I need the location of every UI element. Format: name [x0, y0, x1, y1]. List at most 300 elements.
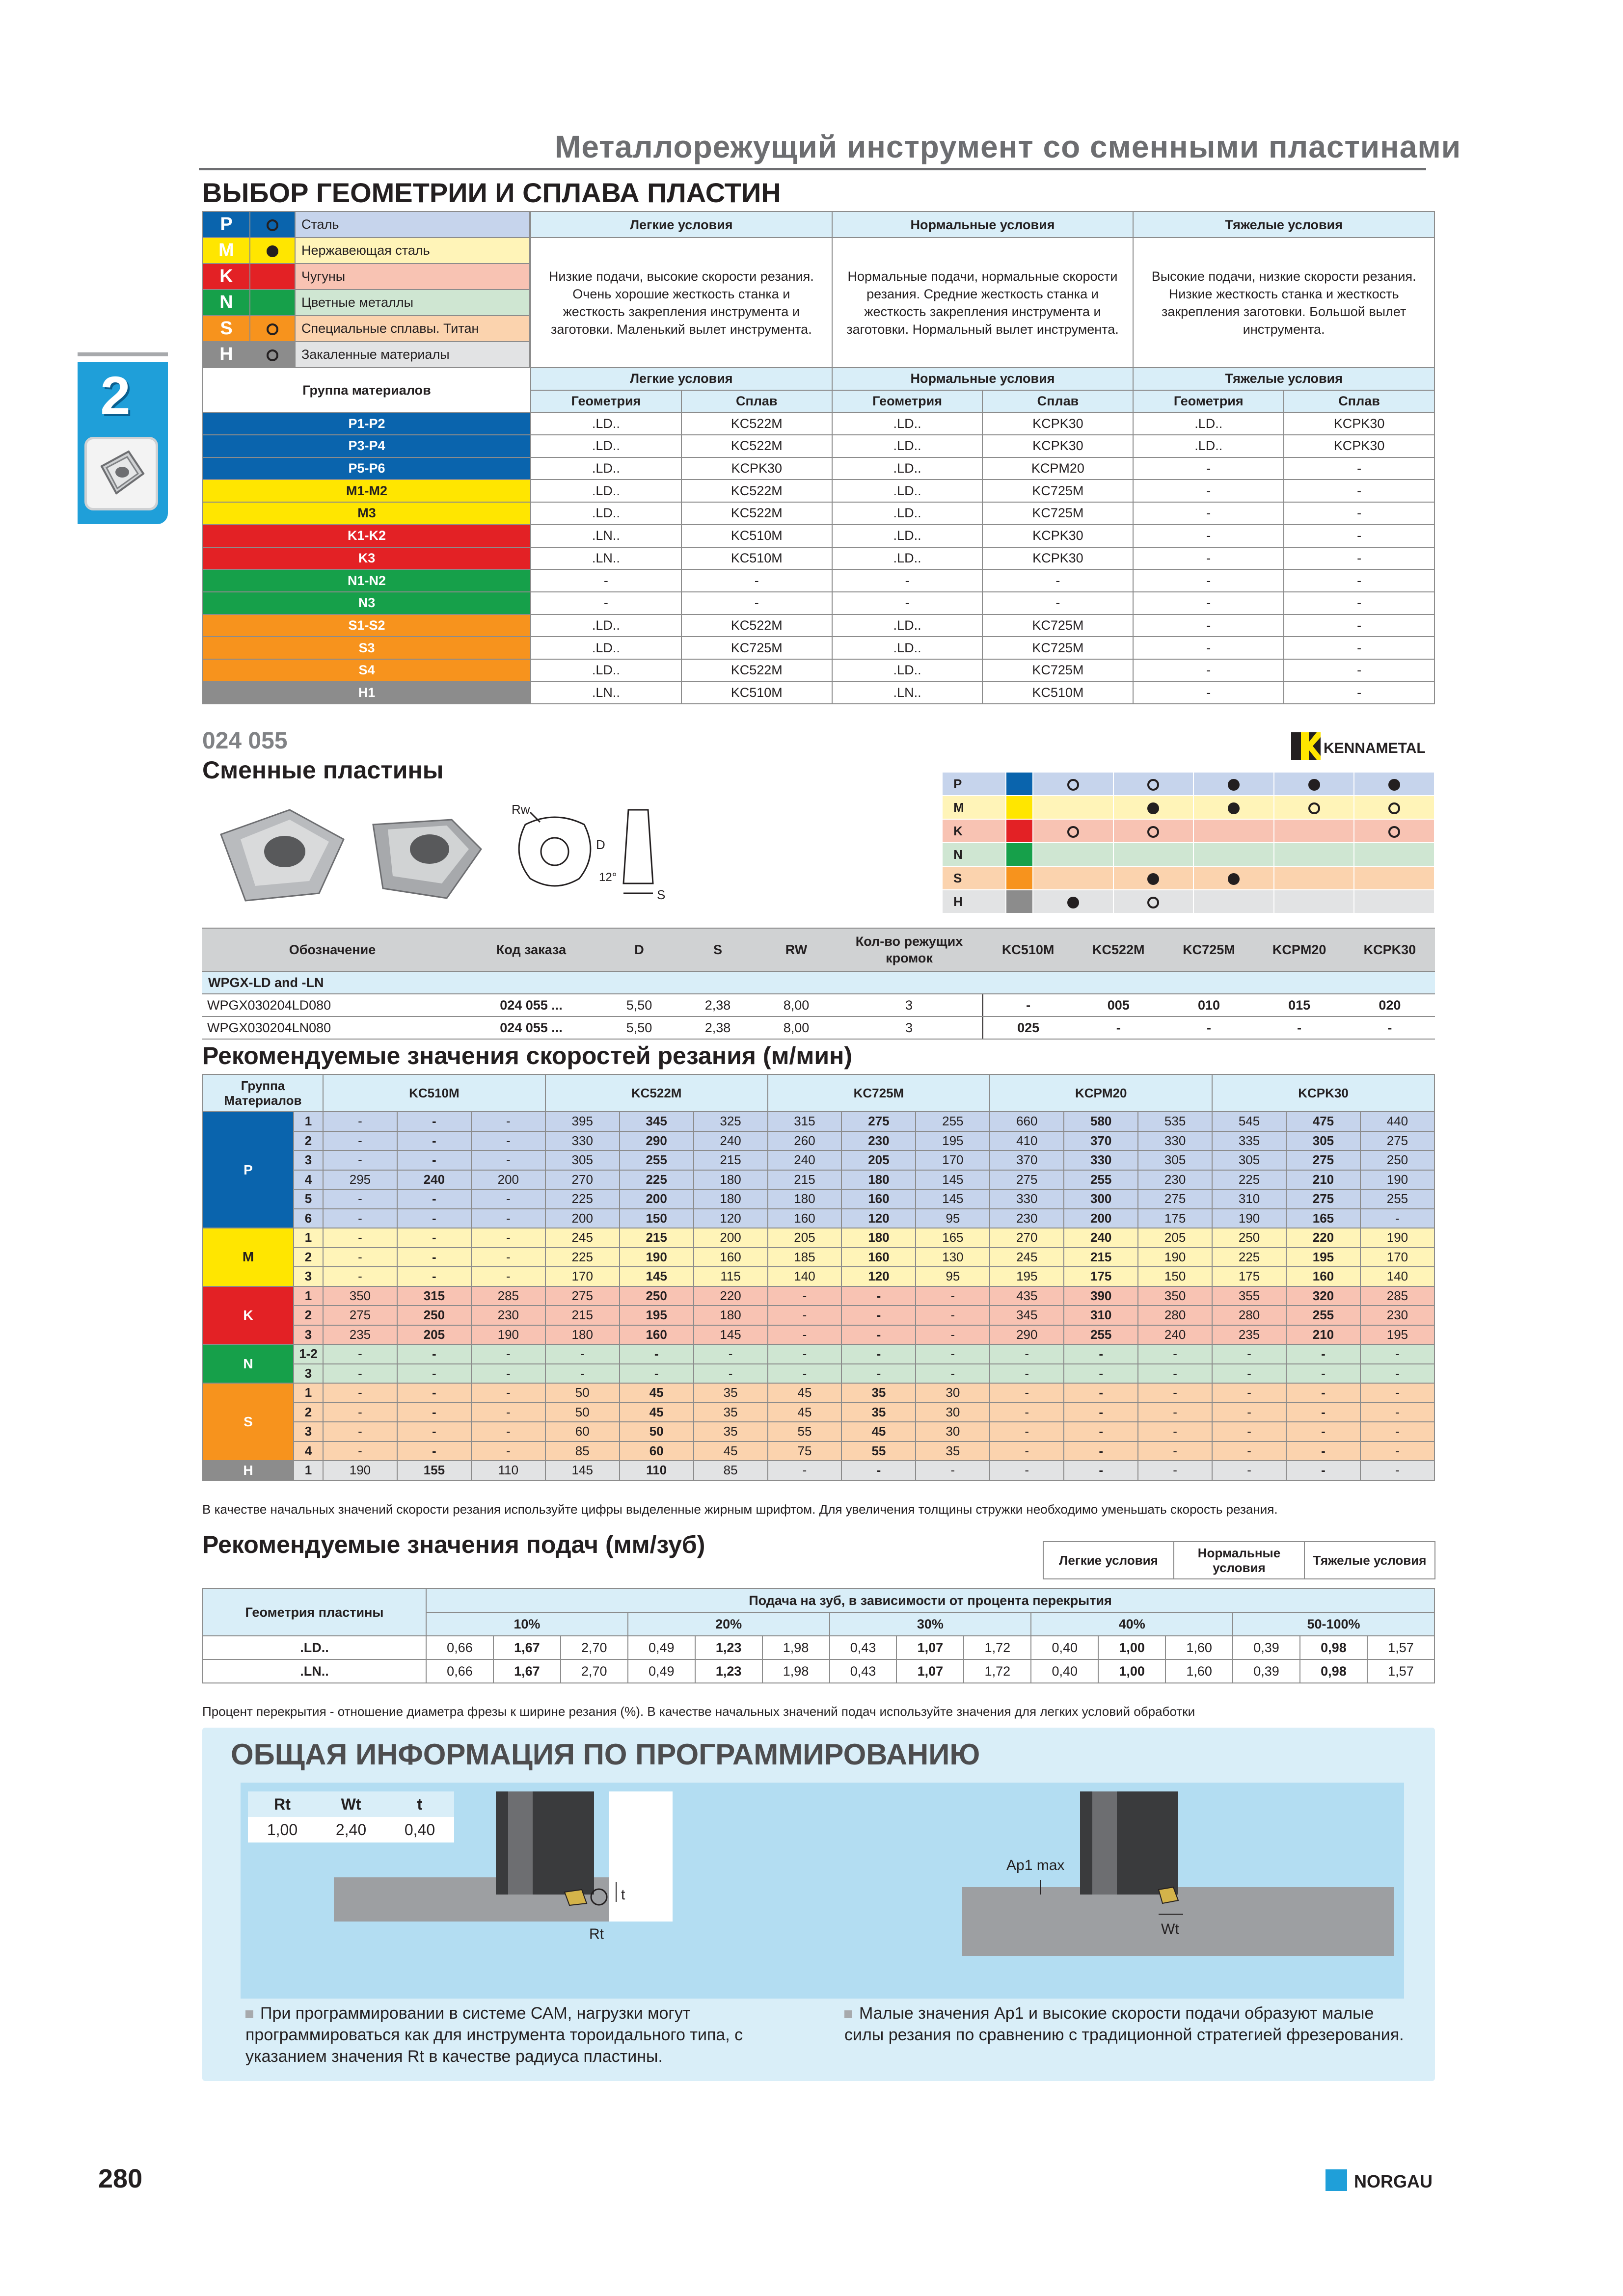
programming-title: ОБЩАЯ ИНФОРМАЦИЯ ПО ПРОГРАММИРОВАНИЮ: [231, 1738, 980, 1771]
materials-legend: [202, 211, 530, 368]
filled-dot-icon: [1228, 779, 1240, 791]
speed-cell: 285: [1360, 1286, 1434, 1306]
chapter-number: 2: [100, 366, 131, 426]
grid-mark: [1354, 890, 1434, 913]
speed-cell: 60: [545, 1422, 620, 1442]
geo-cell: KC522M: [681, 614, 832, 637]
speed-cell: 435: [990, 1286, 1064, 1306]
grid-mark: [1113, 819, 1194, 843]
speed-cell: -: [323, 1383, 397, 1403]
speed-cell: 160: [768, 1209, 842, 1228]
grid-mark: [1113, 796, 1194, 819]
speed-cell: 475: [1286, 1112, 1360, 1131]
open-dot-icon: [1067, 826, 1079, 838]
speed-cell: 45: [768, 1383, 842, 1403]
grid-mark: [1274, 843, 1354, 866]
speed-cell: 55: [768, 1422, 842, 1442]
speed-cell: 580: [1064, 1112, 1138, 1131]
speed-cell: 95: [916, 1209, 990, 1228]
speed-cell: 225: [545, 1248, 620, 1267]
geo-cell: KC522M: [681, 480, 832, 502]
feed-cell: 1,23: [695, 1636, 762, 1659]
feed-cell: 2,70: [561, 1659, 628, 1683]
speed-cell: -: [471, 1150, 545, 1170]
material-code: M: [203, 238, 250, 264]
speed-cell: 395: [545, 1112, 620, 1131]
speed-cell: 4: [294, 1170, 323, 1190]
geo-cell: KCPK30: [681, 457, 832, 480]
speeds-note: В качестве начальных значений скорости резания используйте цифры выделенные жирным шрифтом. Для увеличения толщины стружки необходимо уменьшать скорость резания.: [202, 1502, 1278, 1517]
speed-cell: -: [471, 1403, 545, 1422]
geo-cell: -: [1284, 480, 1434, 502]
speed-cell: 330: [1064, 1150, 1138, 1170]
speed-cell: 1: [294, 1228, 323, 1248]
feed-cell: 0,49: [628, 1636, 695, 1659]
spec-header: KC510M: [983, 928, 1073, 971]
speed-cell: -: [397, 1150, 471, 1170]
speed-cell: -: [545, 1344, 620, 1364]
open-dot-icon: [267, 323, 278, 335]
speed-cell: 220: [1286, 1228, 1360, 1248]
material-name: Чугуны: [295, 264, 530, 290]
geo-cell: .LD..: [531, 614, 681, 637]
feed-cell: 1,57: [1367, 1636, 1434, 1659]
speed-cell: 45: [768, 1403, 842, 1422]
speed-cell: -: [471, 1344, 545, 1364]
speed-cell: -: [1064, 1364, 1138, 1384]
wt-value: 2,40: [317, 1817, 385, 1842]
inserts-title: Сменные пластины: [202, 756, 444, 784]
feed-overlap-header: 50-100%: [1233, 1612, 1434, 1636]
speed-cell: -: [1064, 1461, 1138, 1480]
filled-dot-icon: [1308, 779, 1320, 791]
geo-sub-header: Геометрия: [1133, 390, 1284, 413]
geo-cell: .LD..: [531, 435, 681, 457]
geo-cell: -: [1133, 457, 1284, 480]
label-rw: Rw: [512, 802, 530, 817]
speed-cell: 215: [1064, 1248, 1138, 1267]
speed-cell: 2: [294, 1403, 323, 1422]
feed-geom: .LD..: [203, 1636, 426, 1659]
geo-cell: -: [1133, 502, 1284, 525]
material-group: H1: [203, 682, 531, 704]
feed-legend-normal: Нормальные условия: [1174, 1542, 1304, 1579]
spec-cell: WPGX030204LN080: [202, 1016, 462, 1039]
grid-code: M: [942, 796, 1006, 819]
speed-cell: 3: [294, 1150, 323, 1170]
speed-cell: 355: [1212, 1286, 1286, 1306]
grid-code: N: [942, 843, 1006, 866]
geo-cell: -: [531, 592, 681, 614]
speed-cell: 315: [768, 1112, 842, 1131]
spec-header: RW: [757, 928, 836, 971]
material-grid-row: [942, 843, 1434, 866]
geo-cell: KC725M: [982, 637, 1133, 659]
filled-dot-icon: [1228, 873, 1240, 885]
geo-cell: KC522M: [681, 435, 832, 457]
speed-cell: 240: [694, 1131, 768, 1151]
grid-mark: [1113, 890, 1194, 913]
speeds-group: M: [203, 1228, 294, 1286]
feed-cell: 1,07: [896, 1636, 964, 1659]
programming-bullet-1: [245, 2002, 810, 2067]
material-symbol: [250, 316, 295, 342]
material-group: N1-N2: [203, 569, 531, 592]
speed-cell: 160: [620, 1325, 694, 1345]
speed-cell: -: [323, 1189, 397, 1209]
speed-cell: -: [471, 1267, 545, 1286]
material-code: N: [203, 290, 250, 316]
speed-cell: -: [694, 1364, 768, 1384]
filled-dot-icon: [1147, 802, 1159, 814]
open-dot-icon: [1067, 779, 1079, 791]
speed-cell: 35: [841, 1383, 916, 1403]
grid-swatch: [1006, 796, 1033, 819]
insert-drawings: [211, 795, 702, 913]
speed-cell: 230: [1138, 1170, 1212, 1190]
geo-cell: KCPK30: [982, 547, 1133, 570]
speed-cell: -: [1360, 1442, 1434, 1461]
speed-cell: 45: [694, 1442, 768, 1461]
speed-cell: 180: [694, 1306, 768, 1325]
grid-code: H: [942, 890, 1006, 913]
spec-cell: 010: [1163, 994, 1254, 1016]
speed-cell: 35: [841, 1403, 916, 1422]
speed-cell: -: [397, 1383, 471, 1403]
speed-cell: 6: [294, 1209, 323, 1228]
speed-cell: 165: [1286, 1209, 1360, 1228]
geo-cell: .LD..: [832, 547, 983, 570]
table-row: [203, 1112, 1434, 1131]
speed-cell: 250: [1360, 1150, 1434, 1170]
speed-cell: 315: [397, 1286, 471, 1306]
speed-cell: 190: [1138, 1248, 1212, 1267]
table-row: [203, 1461, 1434, 1480]
speed-cell: -: [1212, 1442, 1286, 1461]
legend-row: [203, 264, 530, 290]
grid-mark: [1033, 796, 1113, 819]
cond-light-header: Легкие условия: [531, 212, 832, 238]
speed-cell: 3: [294, 1325, 323, 1345]
speed-cell: -: [323, 1131, 397, 1151]
group-header: Группа материалов: [203, 368, 531, 412]
speed-cell: 2: [294, 1131, 323, 1151]
feed-cell: 1,23: [695, 1659, 762, 1683]
label-d: D: [596, 837, 605, 852]
speed-cell: -: [916, 1461, 990, 1480]
header-rule: [199, 168, 1426, 170]
grid-mark: [1033, 819, 1113, 843]
wt-header: Wt: [317, 1791, 385, 1817]
insert-family: WPGX-LD and -LN: [202, 971, 1435, 994]
speed-cell: -: [1360, 1209, 1434, 1228]
speed-cell: 260: [768, 1131, 842, 1151]
geo-cell: -: [681, 569, 832, 592]
geo-cell: KCPK30: [982, 435, 1133, 457]
speed-cell: 1-2: [294, 1344, 323, 1364]
table-row: [203, 435, 1434, 457]
speed-cell: -: [1212, 1364, 1286, 1384]
speed-cell: 255: [620, 1150, 694, 1170]
diag-label-wt: Wt: [1161, 1921, 1179, 1937]
speed-cell: -: [990, 1403, 1064, 1422]
speed-cell: 350: [1138, 1286, 1212, 1306]
grid-mark: [1113, 843, 1194, 866]
speed-cell: 190: [1360, 1170, 1434, 1190]
speed-cell: -: [397, 1267, 471, 1286]
spec-cell: 024 055 ...: [462, 994, 600, 1016]
geo-sub-header: Геометрия: [531, 390, 681, 413]
speeds-group: H: [203, 1461, 294, 1480]
speed-cell: 195: [1286, 1248, 1360, 1267]
geo-cell: -: [982, 569, 1133, 592]
feed-cell: 1,07: [896, 1659, 964, 1683]
legend-row: [203, 290, 530, 316]
speed-cell: -: [1064, 1442, 1138, 1461]
norgau-logo: [1325, 2169, 1443, 2193]
speed-cell: 45: [620, 1403, 694, 1422]
grid-swatch: [1006, 819, 1033, 843]
material-symbol: [250, 212, 295, 238]
speed-cell: -: [1286, 1403, 1360, 1422]
speed-cell: 230: [471, 1306, 545, 1325]
spec-cell: 5,50: [600, 1016, 678, 1039]
speed-cell: 160: [841, 1189, 916, 1209]
feed-header: Подача на зуб, в зависимости от процента перекрытия: [426, 1589, 1434, 1612]
speed-cell: 190: [323, 1461, 397, 1480]
product-code: 024 055: [202, 728, 288, 754]
programming-bullet-1-text: При программировании в системе САМ, нагрузки могут программироваться как для инструмента тороидального типа, с указанием значения Rt в качестве радиуса пластины.: [245, 2004, 743, 2066]
speeds-table: [202, 1074, 1435, 1481]
geo-cell: .LD..: [531, 480, 681, 502]
grid-mark: [1193, 819, 1274, 843]
geo-cell: KC725M: [982, 659, 1133, 682]
speed-cell: 325: [694, 1112, 768, 1131]
feed-cell: 0,39: [1233, 1659, 1300, 1683]
speed-cell: 110: [471, 1461, 545, 1480]
speed-cell: 200: [694, 1228, 768, 1248]
geo-cell: KCPK30: [1284, 435, 1434, 457]
speed-cell: -: [1212, 1383, 1286, 1403]
speed-cell: 30: [916, 1383, 990, 1403]
speed-cell: 45: [841, 1422, 916, 1442]
speed-cell: 320: [1286, 1286, 1360, 1306]
norgau-text: NORGAU: [1354, 2171, 1433, 2191]
speed-cell: 180: [841, 1228, 916, 1248]
speed-cell: 310: [1064, 1306, 1138, 1325]
diag-label-ap1: Ap1 max: [1006, 1857, 1065, 1873]
legend-row: [203, 212, 530, 238]
table-row: [203, 480, 1434, 502]
speed-cell: 145: [694, 1325, 768, 1345]
table-row: [203, 1286, 1434, 1306]
speed-cell: 1: [294, 1112, 323, 1131]
speed-cell: 370: [990, 1150, 1064, 1170]
speed-cell: 50: [545, 1383, 620, 1403]
spec-header: KCPK30: [1345, 928, 1435, 971]
feed-cell: 1,98: [762, 1659, 830, 1683]
bullet-square-icon: [245, 2010, 253, 2018]
grid-swatch: [1006, 866, 1033, 890]
spec-cell: 8,00: [757, 994, 836, 1016]
speed-cell: -: [323, 1228, 397, 1248]
speed-cell: 215: [694, 1150, 768, 1170]
geo-cell: KC510M: [982, 682, 1133, 704]
geo-cell: .LN..: [832, 682, 983, 704]
spec-header: KCPM20: [1254, 928, 1345, 971]
speed-cell: 245: [990, 1248, 1064, 1267]
speed-cell: 305: [1286, 1131, 1360, 1151]
spec-cell: 024 055 ...: [462, 1016, 600, 1039]
geo-cell: .LD..: [531, 412, 681, 435]
table-row: [203, 659, 1434, 682]
speed-cell: 4: [294, 1442, 323, 1461]
speed-cell: -: [990, 1364, 1064, 1384]
speed-cell: 2: [294, 1306, 323, 1325]
table-row: [203, 547, 1434, 570]
speed-cell: 230: [990, 1209, 1064, 1228]
insert-drawing-side: [623, 810, 653, 893]
grid-mark: [1274, 890, 1354, 913]
speed-cell: 370: [1064, 1131, 1138, 1151]
speed-cell: -: [1064, 1403, 1138, 1422]
speed-cell: 1: [294, 1383, 323, 1403]
speed-cell: 130: [916, 1248, 990, 1267]
geo-cell: -: [1284, 682, 1434, 704]
kennametal-logo: [1291, 730, 1434, 762]
cond-normal-header: Нормальные условия: [832, 212, 1134, 238]
speed-cell: -: [620, 1344, 694, 1364]
speeds-title: Рекомендуемые значения скоростей резания (м/мин): [202, 1042, 852, 1069]
material-name: Сталь: [295, 212, 530, 238]
material-group: S3: [203, 637, 531, 659]
grid-code: P: [942, 772, 1006, 796]
speed-cell: 35: [694, 1383, 768, 1403]
speed-cell: -: [471, 1228, 545, 1248]
table-row: [203, 1189, 1434, 1209]
material-group: P5-P6: [203, 457, 531, 480]
speed-cell: -: [990, 1442, 1064, 1461]
speed-cell: 35: [916, 1442, 990, 1461]
speed-cell: 235: [323, 1325, 397, 1345]
geo-cell: KCPK30: [1284, 412, 1434, 435]
speed-cell: -: [841, 1286, 916, 1306]
open-dot-icon: [1147, 826, 1159, 838]
toroidal-diagram: [334, 1791, 677, 1988]
speed-cell: -: [916, 1286, 990, 1306]
geo-cell: .LD..: [531, 457, 681, 480]
open-dot-icon: [1147, 897, 1159, 908]
feed-cell: 0,66: [426, 1659, 493, 1683]
diag-label-t: t: [621, 1887, 625, 1903]
material-name: Нержавеющая сталь: [295, 238, 530, 264]
feed-cell: 0,98: [1300, 1659, 1367, 1683]
speed-cell: 240: [1138, 1325, 1212, 1345]
speed-cell: 305: [1212, 1150, 1286, 1170]
speed-cell: 180: [694, 1189, 768, 1209]
speeds-grade-header: KCPM20: [990, 1074, 1212, 1112]
speed-cell: 305: [545, 1150, 620, 1170]
speed-cell: 255: [916, 1112, 990, 1131]
page-number: 280: [98, 2164, 143, 2193]
speed-cell: 2: [294, 1248, 323, 1267]
speed-cell: 215: [620, 1228, 694, 1248]
speed-cell: 35: [694, 1422, 768, 1442]
geo-cell: -: [1284, 502, 1434, 525]
speed-cell: -: [916, 1364, 990, 1384]
material-code: K: [203, 264, 250, 290]
speed-cell: 195: [916, 1131, 990, 1151]
geo-sub-header: Сплав: [1284, 390, 1434, 413]
speed-cell: 270: [545, 1170, 620, 1190]
material-grid-row: [942, 866, 1434, 890]
filled-dot-icon: [1147, 873, 1159, 885]
speed-cell: 175: [1212, 1267, 1286, 1286]
speed-cell: -: [1360, 1422, 1434, 1442]
grid-mark: [1193, 866, 1274, 890]
table-row: [203, 592, 1434, 614]
geo-cell: -: [1133, 592, 1284, 614]
grid-mark: [1033, 843, 1113, 866]
speed-cell: -: [471, 1131, 545, 1151]
speed-cell: 225: [545, 1189, 620, 1209]
insert-photo-1: [221, 810, 344, 901]
material-symbol: [250, 238, 295, 264]
geo-cell: -: [1284, 659, 1434, 682]
open-dot-icon: [1308, 802, 1320, 814]
speeds-group-header: Группа Материалов: [203, 1074, 323, 1112]
table-row: [203, 1422, 1434, 1442]
geo-cell: -: [1133, 682, 1284, 704]
geo-cell: KCPM20: [982, 457, 1133, 480]
speed-cell: -: [694, 1344, 768, 1364]
speed-cell: -: [471, 1189, 545, 1209]
speed-cell: 215: [545, 1306, 620, 1325]
geo-cell: -: [832, 569, 983, 592]
speed-cell: 45: [620, 1383, 694, 1403]
speed-cell: 190: [620, 1248, 694, 1267]
geo-cell: .LD..: [832, 412, 983, 435]
geo-cell: -: [1284, 457, 1434, 480]
speed-cell: 55: [841, 1442, 916, 1461]
speed-cell: 225: [1212, 1170, 1286, 1190]
material-name: Закаленные материалы: [295, 342, 530, 368]
table-row: [203, 1383, 1434, 1403]
speed-cell: -: [841, 1364, 916, 1384]
material-code: P: [203, 212, 250, 238]
open-dot-icon: [1388, 802, 1400, 814]
speed-cell: -: [1286, 1383, 1360, 1403]
speed-cell: 3: [294, 1422, 323, 1442]
speed-cell: -: [768, 1306, 842, 1325]
geo-cell: KC522M: [681, 659, 832, 682]
grid-mark: [1354, 819, 1434, 843]
speed-cell: -: [990, 1422, 1064, 1442]
spec-header: KC522M: [1073, 928, 1163, 971]
speed-cell: 235: [1212, 1325, 1286, 1345]
table-row: [203, 1248, 1434, 1267]
speed-cell: -: [990, 1461, 1064, 1480]
legend-row: [203, 316, 530, 342]
geo-sub-header: Сплав: [681, 390, 832, 413]
grid-mark: [1193, 843, 1274, 866]
filled-dot-icon: [1228, 802, 1240, 814]
speed-cell: 3: [294, 1267, 323, 1286]
speed-cell: -: [990, 1344, 1064, 1364]
feed-cell: 1,60: [1165, 1636, 1233, 1659]
grid-code: S: [942, 866, 1006, 890]
geo-cell: -: [1133, 637, 1284, 659]
